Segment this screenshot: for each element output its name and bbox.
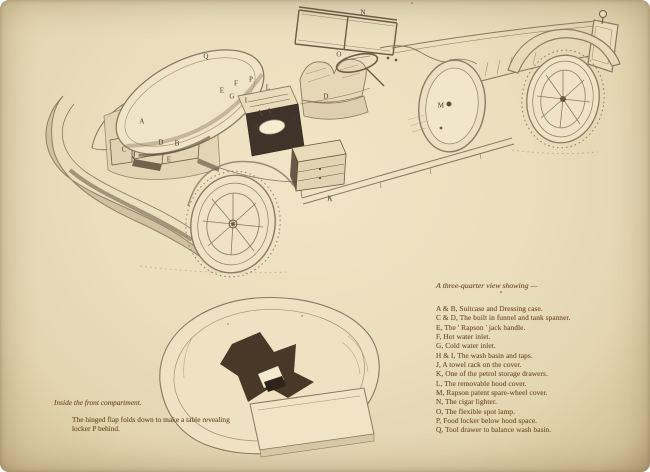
part-label-D-13: D <box>158 138 164 147</box>
inset-caption-body: The hinged flap folds down to make a table revealing locker P behind. <box>72 415 230 434</box>
inset-caption <box>54 398 254 433</box>
legend-item: F, Hot water inlet. <box>436 332 491 342</box>
part-label-G-7: G <box>229 92 235 101</box>
legend-item: H & I, The wash basin and taps. <box>436 350 533 360</box>
part-label-I-8: I <box>244 96 248 105</box>
part-label-A-12: A <box>139 117 145 126</box>
legend-item: C & D, The built in funnel and tank spanner. <box>436 313 571 323</box>
part-label-N-0: N <box>360 8 366 17</box>
inset-caption-title: Inside the front compartment. <box>54 398 142 407</box>
front-compartment-drawing <box>132 286 398 468</box>
legend <box>436 281 642 435</box>
part-label-M-18: M <box>437 101 445 110</box>
legend-item: E, The ' Rapson ' jack handle. <box>436 322 526 332</box>
legend-item: O, The flexible spot lamp. <box>436 406 516 416</box>
front-compartment-illustration <box>132 286 398 468</box>
part-label-B-14: B <box>174 139 180 148</box>
part-label-E-16: E <box>166 155 172 164</box>
part-label-D-9: D <box>323 92 329 101</box>
part-label-J-10: J <box>292 116 296 125</box>
part-label-P-3: P <box>248 75 254 84</box>
part-label-H-11: H <box>253 123 259 132</box>
part-label-L-6: L <box>265 83 271 92</box>
legend-item: Q, Tool drawer to balance wash basin. <box>436 425 552 435</box>
legend-item: A & B, Suitcase and Dressing case. <box>436 304 543 313</box>
legend-list <box>436 304 642 435</box>
legend-item: L, The removable hood cover. <box>436 378 527 388</box>
part-label-E-5: E <box>219 86 225 95</box>
legend-item: P, Food locker below hood space. <box>436 416 538 426</box>
legend-item: N, The cigar lighter. <box>436 397 497 407</box>
part-label-F-4: F <box>233 79 239 88</box>
legend-item: G, Cold water inlet. <box>436 341 496 351</box>
legend-item: M, Rapson patent spare-wheel cover. <box>436 388 548 398</box>
legend-item: K, One of the petrol storage drawers. <box>436 369 548 379</box>
legend-footnote-mark: * <box>499 291 503 297</box>
part-label-C-15: C <box>121 145 127 154</box>
legend-heading: A three-quarter view showing — <box>436 281 538 290</box>
part-label-K-17: K <box>327 194 333 203</box>
part-label-Q-2: Q <box>203 52 209 61</box>
legend-item: J, A towel rack on the cover. <box>436 360 522 370</box>
part-label-O-1: O <box>336 50 342 59</box>
